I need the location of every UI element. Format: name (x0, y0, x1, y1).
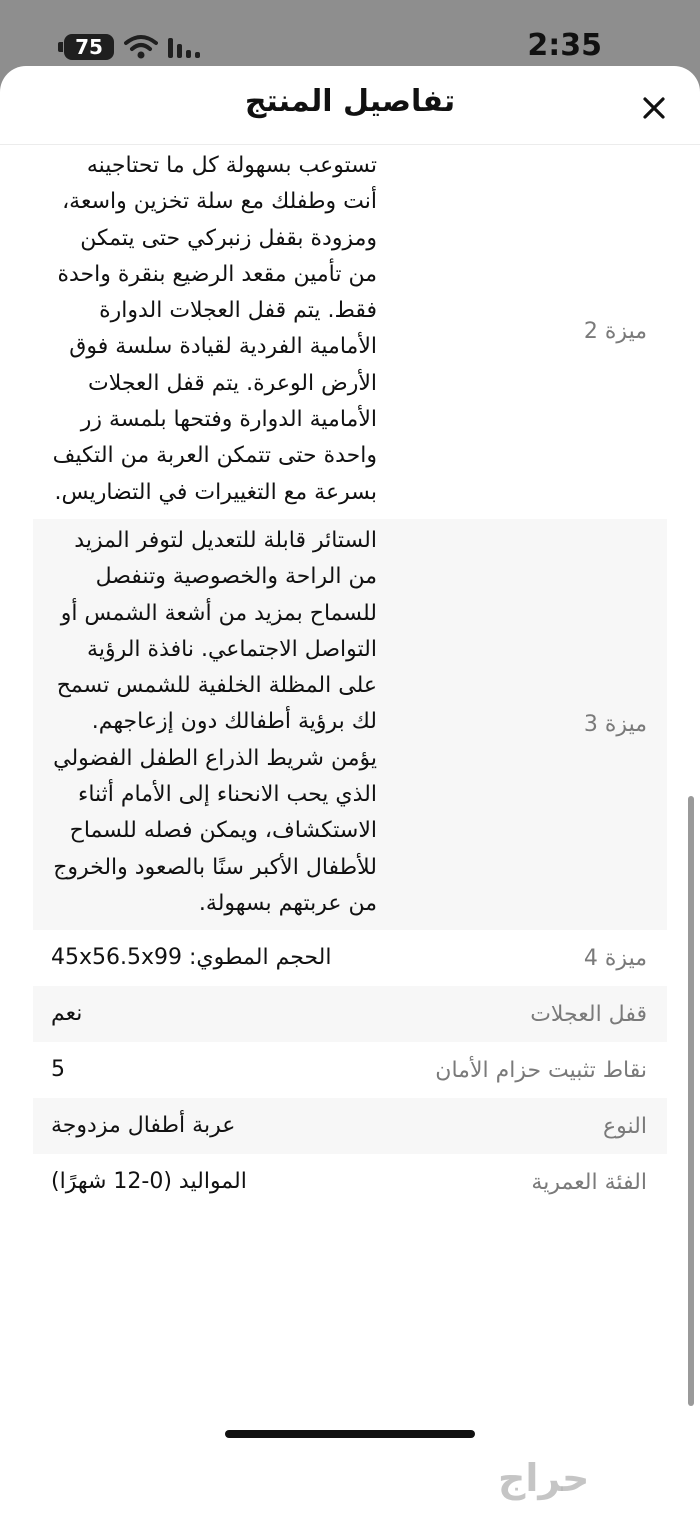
spec-table (33, 144, 667, 1210)
battery-tip (58, 42, 63, 52)
spec-label: النوع (603, 1113, 647, 1139)
page-title: تفاصيل المنتج (244, 84, 456, 119)
product-details-sheet (0, 66, 700, 1518)
spec-label: قفل العجلات (530, 1001, 647, 1027)
spec-label: ميزة 3 (583, 712, 647, 738)
spec-value: عربة أطفال مزدوجة (51, 1113, 236, 1139)
spec-value: تستوعب بسهولة كل ما تحتاجينه أنت وطفلك مع سلة تخزين واسعة، ومزودة بقفل زنبركي حتى يتمكن من تأمين مقعد الرضيع بنقرة واحدة فقط. يتم قفل العجلات الدوارة الأمامية الفردية لقيادة سلسة فوق الأرض الوعرة. يتم قفل العجلات الأمامية الدوارة وفتحها بلمسة زر واحدة حتى تتمكن العربة من التكيف بسرعة مع التغييرات في التضاريس. (52, 153, 377, 505)
spec-row-feature-3 (33, 519, 667, 930)
home-indicator[interactable] (225, 1430, 475, 1438)
spec-label: نقاط تثبيت حزام الأمان (435, 1057, 647, 1083)
spec-row-feature-2 (33, 144, 667, 519)
spec-row-feature-4 (33, 930, 667, 986)
close-icon[interactable] (636, 90, 672, 126)
spec-value: 5 (51, 1057, 65, 1083)
spec-row-age-range (33, 1154, 667, 1210)
spec-row-type (33, 1098, 667, 1154)
spec-label: الفئة العمرية (531, 1169, 647, 1195)
spec-value: المواليد (0-12 شهرًا) (51, 1169, 247, 1195)
battery-indicator: 75 (64, 34, 114, 60)
sheet-header (0, 66, 700, 145)
spec-row-harness-points (33, 1042, 667, 1098)
spec-value: الستائر قابلة للتعديل لتوفر المزيد من الراحة والخصوصية وتنفصل للسماح بمزيد من أشعة الشمس أو التواصل الاجتماعي. نافذة الرؤية على المظلة الخلفية للشمس تسمح لك برؤية أطفالك دون إزعاجهم. يؤمن شريط الذراع الطفل الفضولي الذي يحب الانحناء إلى الأمام أثناء الاستكشاف، ويمكن فصله للسماح للأطفال الأكبر سنًا بالصعود والخروج من عربتهم بسهولة. (53, 527, 377, 916)
clock: 2:35 (527, 28, 602, 63)
spec-row-wheel-lock (33, 986, 667, 1042)
watermark: حراج (498, 1456, 590, 1500)
spec-label: ميزة 4 (583, 945, 647, 971)
spec-label: ميزة 2 (583, 318, 647, 344)
spec-value: الحجم المطوي: 45x56.5x99 (51, 945, 332, 971)
wifi-icon (124, 34, 158, 60)
spec-value: نعم (51, 1001, 83, 1027)
scrollbar[interactable] (688, 796, 694, 1406)
cellular-signal-icon (166, 34, 206, 60)
